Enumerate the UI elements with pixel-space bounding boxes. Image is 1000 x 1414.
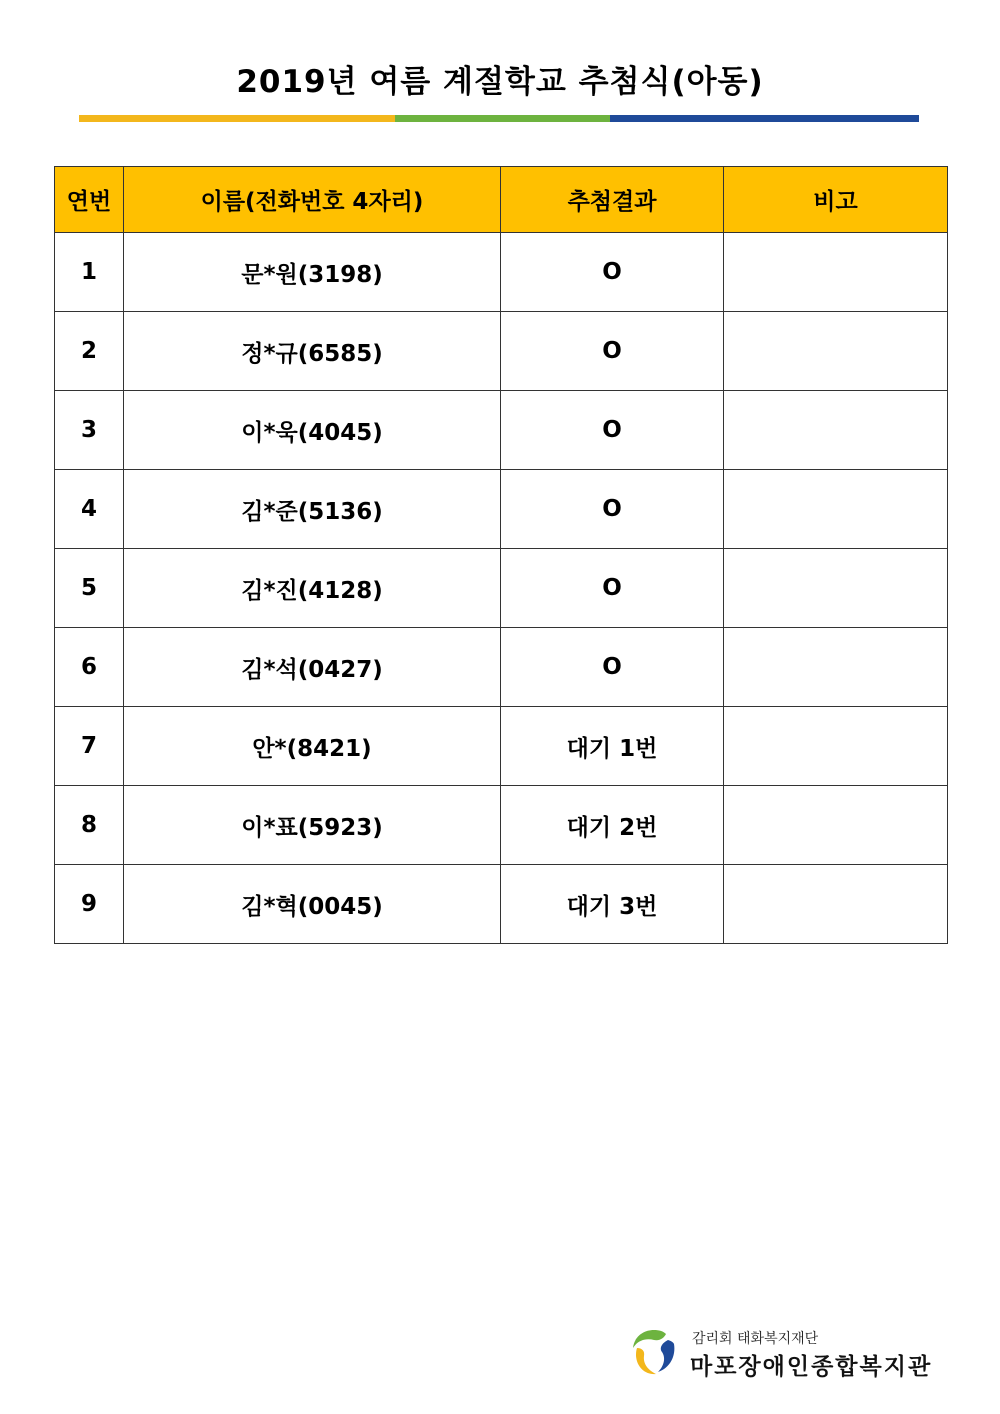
cell-result: O [501,549,724,628]
cell-no: 7 [55,707,124,786]
cell-no: 3 [55,391,124,470]
footer-foundation-name: 감리회 태화복지재단 [692,1331,819,1347]
header-result: 추첨결과 [501,167,724,233]
table-header-row [55,167,948,233]
cell-name: 이*표(5923) [124,786,501,865]
color-bar-green [395,115,610,122]
draw-result-table [54,166,948,944]
cell-name: 이*욱(4045) [124,391,501,470]
cell-result: 대기 3번 [501,865,724,944]
table-row [55,549,948,628]
header-name: 이름(전화번호 4자리) [124,167,501,233]
cell-result: O [501,312,724,391]
cell-note [724,707,948,786]
cell-no: 2 [55,312,124,391]
cell-name: 정*규(6585) [124,312,501,391]
cell-result: 대기 2번 [501,786,724,865]
cell-result: O [501,391,724,470]
cell-note [724,233,948,312]
table-row [55,628,948,707]
cell-note [724,549,948,628]
header-no: 연번 [55,167,124,233]
cell-note [724,312,948,391]
cell-result: 대기 1번 [501,707,724,786]
welfare-center-logo-icon [628,1326,680,1378]
cell-no: 6 [55,628,124,707]
cell-note [724,786,948,865]
footer-center-name: 마포장애인종합복지관 [690,1353,933,1380]
table-row [55,786,948,865]
cell-no: 8 [55,786,124,865]
cell-name: 김*진(4128) [124,549,501,628]
cell-name: 김*석(0427) [124,628,501,707]
page-title: 2019년 여름 계절학교 추첨식(아동) [236,64,764,100]
table-row [55,391,948,470]
cell-name: 문*원(3198) [124,233,501,312]
table-row [55,707,948,786]
cell-note [724,470,948,549]
cell-name: 김*준(5136) [124,470,501,549]
table-row [55,865,948,944]
cell-no: 1 [55,233,124,312]
cell-no: 4 [55,470,124,549]
cell-result: O [501,470,724,549]
table-row [55,470,948,549]
cell-no: 9 [55,865,124,944]
table-row [55,312,948,391]
cell-no: 5 [55,549,124,628]
cell-note [724,628,948,707]
cell-name: 김*혁(0045) [124,865,501,944]
color-bar-blue [610,115,919,122]
table-row [55,233,948,312]
cell-note [724,865,948,944]
footer-organization [628,1326,958,1386]
cell-name: 안*(8421) [124,707,501,786]
cell-note [724,391,948,470]
cell-result: O [501,628,724,707]
color-bar-yellow [79,115,395,122]
header-note: 비고 [724,167,948,233]
cell-result: O [501,233,724,312]
